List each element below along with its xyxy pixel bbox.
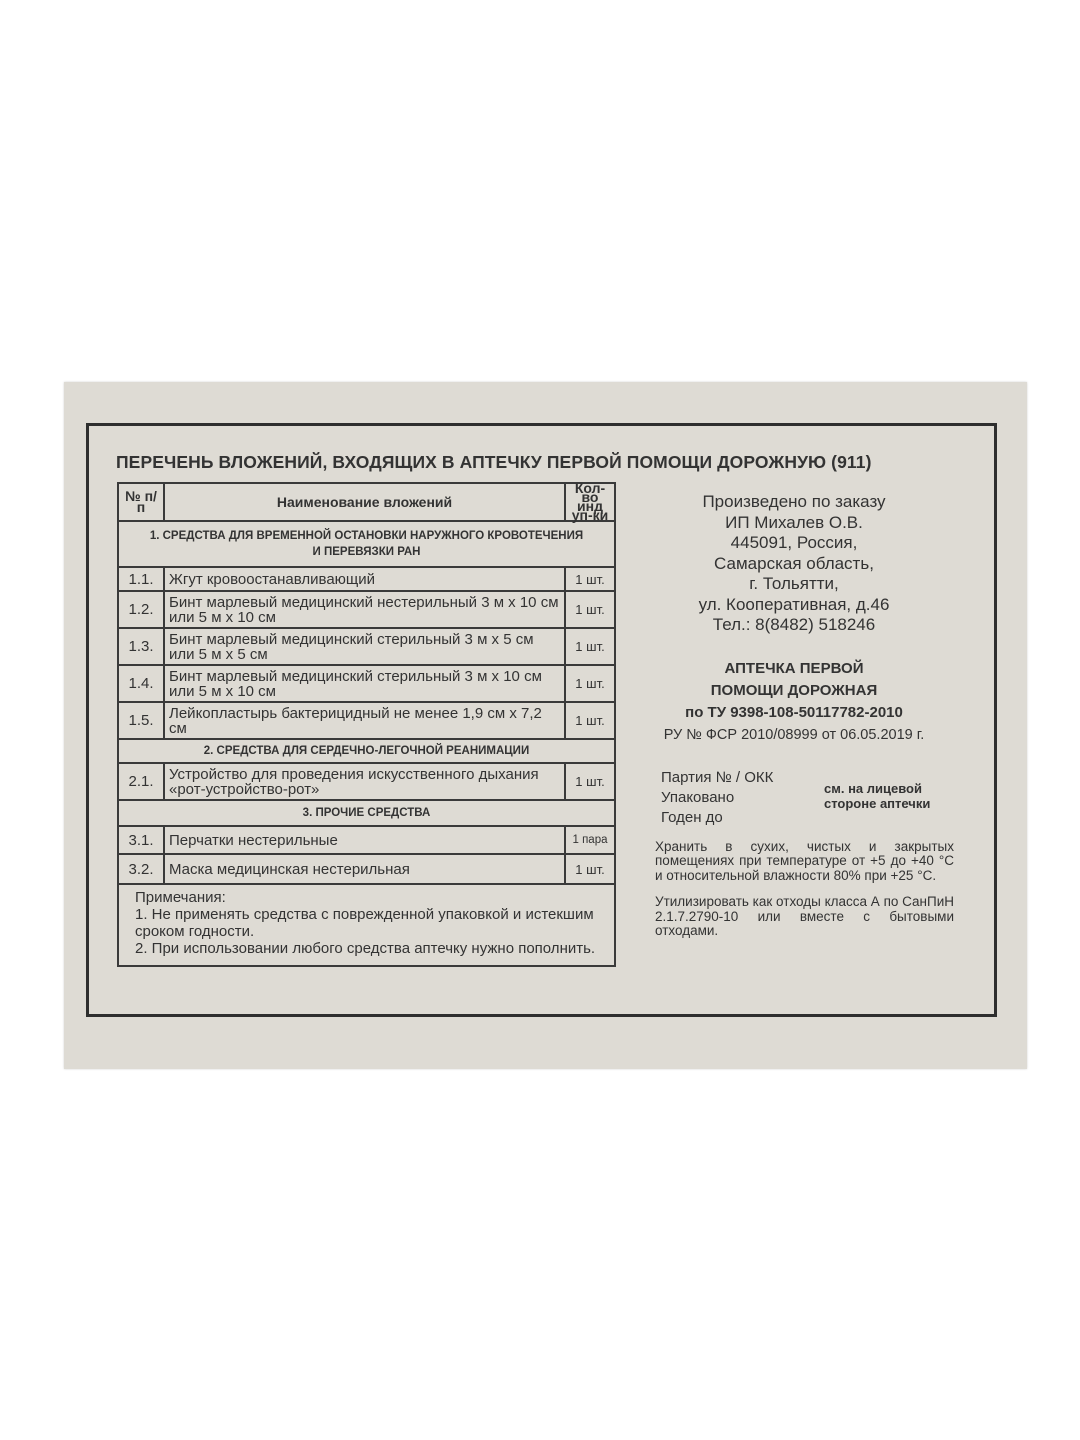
section-title: 2. СРЕДСТВА ДЛЯ СЕРДЕЧНО-ЛЕГОЧНОЙ РЕАНИМАЦИИ — [118, 739, 615, 763]
section-title: 3. ПРОЧИЕ СРЕДСТВА — [118, 800, 615, 826]
row-num: 1.4. — [118, 665, 164, 702]
row-name: Бинт марлевый медицинский стерильный 3 м х 10 см или 5 м х 10 см — [164, 665, 565, 702]
table-row — [118, 702, 615, 739]
row-qty: 1 шт. — [565, 591, 615, 628]
row-name: Маска медицинская нестерильная — [164, 854, 565, 884]
disposal-instructions: Утилизировать как отходы класса А по СанПиН 2.1.7.2790-10 или вместе с бытовыми отходами. — [655, 894, 954, 938]
table-header-row — [118, 483, 615, 521]
section-row — [118, 800, 615, 826]
manufacturer-phone: Тел.: 8(8482) 518246 — [712, 615, 876, 634]
row-num: 1.3. — [118, 628, 164, 665]
batch-packed-label: Упаковано — [661, 788, 735, 806]
row-qty: 1 шт. — [565, 763, 615, 800]
info-column — [624, 492, 964, 939]
row-name: Бинт марлевый медицинский стерильный 3 м х 5 см или 5 м х 5 см — [164, 628, 565, 665]
row-name: Устройство для проведения искусственного дыхания «рот-устройство-рот» — [164, 763, 565, 800]
manufacturer-line: Произведено по заказу — [702, 492, 886, 511]
batch-reference-line: стороне аптечки — [824, 795, 931, 811]
product-name-line: ПОМОЩИ ДОРОЖНАЯ — [710, 681, 878, 699]
header-qty: Кол-во инд уп-ки — [565, 483, 615, 521]
table-row — [118, 763, 615, 800]
manufacturer-line: 445091, Россия, — [730, 533, 858, 552]
section-row — [118, 521, 615, 567]
row-qty: 1 шт. — [565, 567, 615, 591]
note-item: 2. При использовании любого средства аптечку нужно пополнить. — [135, 940, 596, 957]
table-row — [118, 628, 615, 665]
row-num: 1.5. — [118, 702, 164, 739]
table-row — [118, 826, 615, 854]
batch-expiry-label: Годен до — [661, 808, 723, 826]
notes-heading: Примечания: — [135, 889, 226, 906]
batch-reference — [824, 781, 930, 811]
row-qty: 1 шт. — [565, 628, 615, 665]
manufacturer-block — [624, 492, 964, 636]
row-num: 3.2. — [118, 854, 164, 884]
row-qty: 1 шт. — [565, 702, 615, 739]
row-name: Перчатки нестерильные — [164, 826, 565, 854]
row-num: 2.1. — [118, 763, 164, 800]
header-num: № п/п — [118, 483, 164, 521]
table-row — [118, 665, 615, 702]
registration-number: РУ № ФСР 2010/08999 от 06.05.2019 г. — [663, 726, 925, 743]
notes-cell — [118, 884, 615, 966]
table-row — [118, 567, 615, 591]
section-title: 1. СРЕДСТВА ДЛЯ ВРЕМЕННОЙ ОСТАНОВКИ НАРУЖНОГО КРОВОТЕЧЕНИЯ И ПЕРЕВЯЗКИ РАН — [118, 521, 615, 567]
row-name: Жгут кровоостанавливающий — [164, 567, 565, 591]
note-item: 1. Не применять средства с поврежденной упаковкой и истекшим сроком годности. — [135, 906, 594, 940]
insert-card — [64, 382, 1027, 1069]
row-qty: 1 шт. — [565, 665, 615, 702]
batch-party-label: Партия № / ОКК — [661, 768, 774, 786]
row-qty: 1 шт. — [565, 854, 615, 884]
manufacturer-line: ул. Кооперативная, д.46 — [698, 594, 890, 614]
row-num: 3.1. — [118, 826, 164, 854]
product-name — [624, 658, 964, 724]
batch-block — [624, 768, 964, 828]
row-name: Бинт марлевый медицинский нестерильный 3 м х 10 см или 5 м х 10 см — [164, 591, 565, 628]
batch-labels — [661, 768, 773, 828]
manufacturer-line: Самарская область, — [714, 553, 874, 573]
manufacturer-line: г. Тольятти, — [749, 574, 839, 593]
manufacturer-line: ИП Михалев О.В. — [725, 512, 863, 532]
document-title: ПЕРЕЧЕНЬ ВЛОЖЕНИЙ, ВХОДЯЩИХ В АПТЕЧКУ ПЕРВОЙ ПОМОЩИ ДОРОЖНУЮ (911) — [116, 452, 872, 472]
row-name: Лейкопластырь бактерицидный не менее 1,9 см х 7,2 см — [164, 702, 565, 739]
batch-reference-line: см. на лицевой — [824, 780, 922, 796]
row-num: 1.2. — [118, 591, 164, 628]
storage-conditions: Хранить в сухих, чистых и закрытых помещениях при температуре от +5 до +40 °С и относительной влажности 80% при +25 °С. — [655, 838, 954, 883]
table-row — [118, 854, 615, 884]
product-name-line: АПТЕЧКА ПЕРВОЙ — [724, 659, 864, 677]
header-name: Наименование вложений — [164, 483, 565, 521]
row-qty: 1 пара — [565, 826, 615, 854]
table-row — [118, 591, 615, 628]
contents-table — [117, 482, 616, 967]
product-spec: по ТУ 9398-108-50117782-2010 — [685, 703, 903, 721]
section-row — [118, 739, 615, 763]
notes-row — [118, 884, 615, 966]
row-num: 1.1. — [118, 567, 164, 591]
